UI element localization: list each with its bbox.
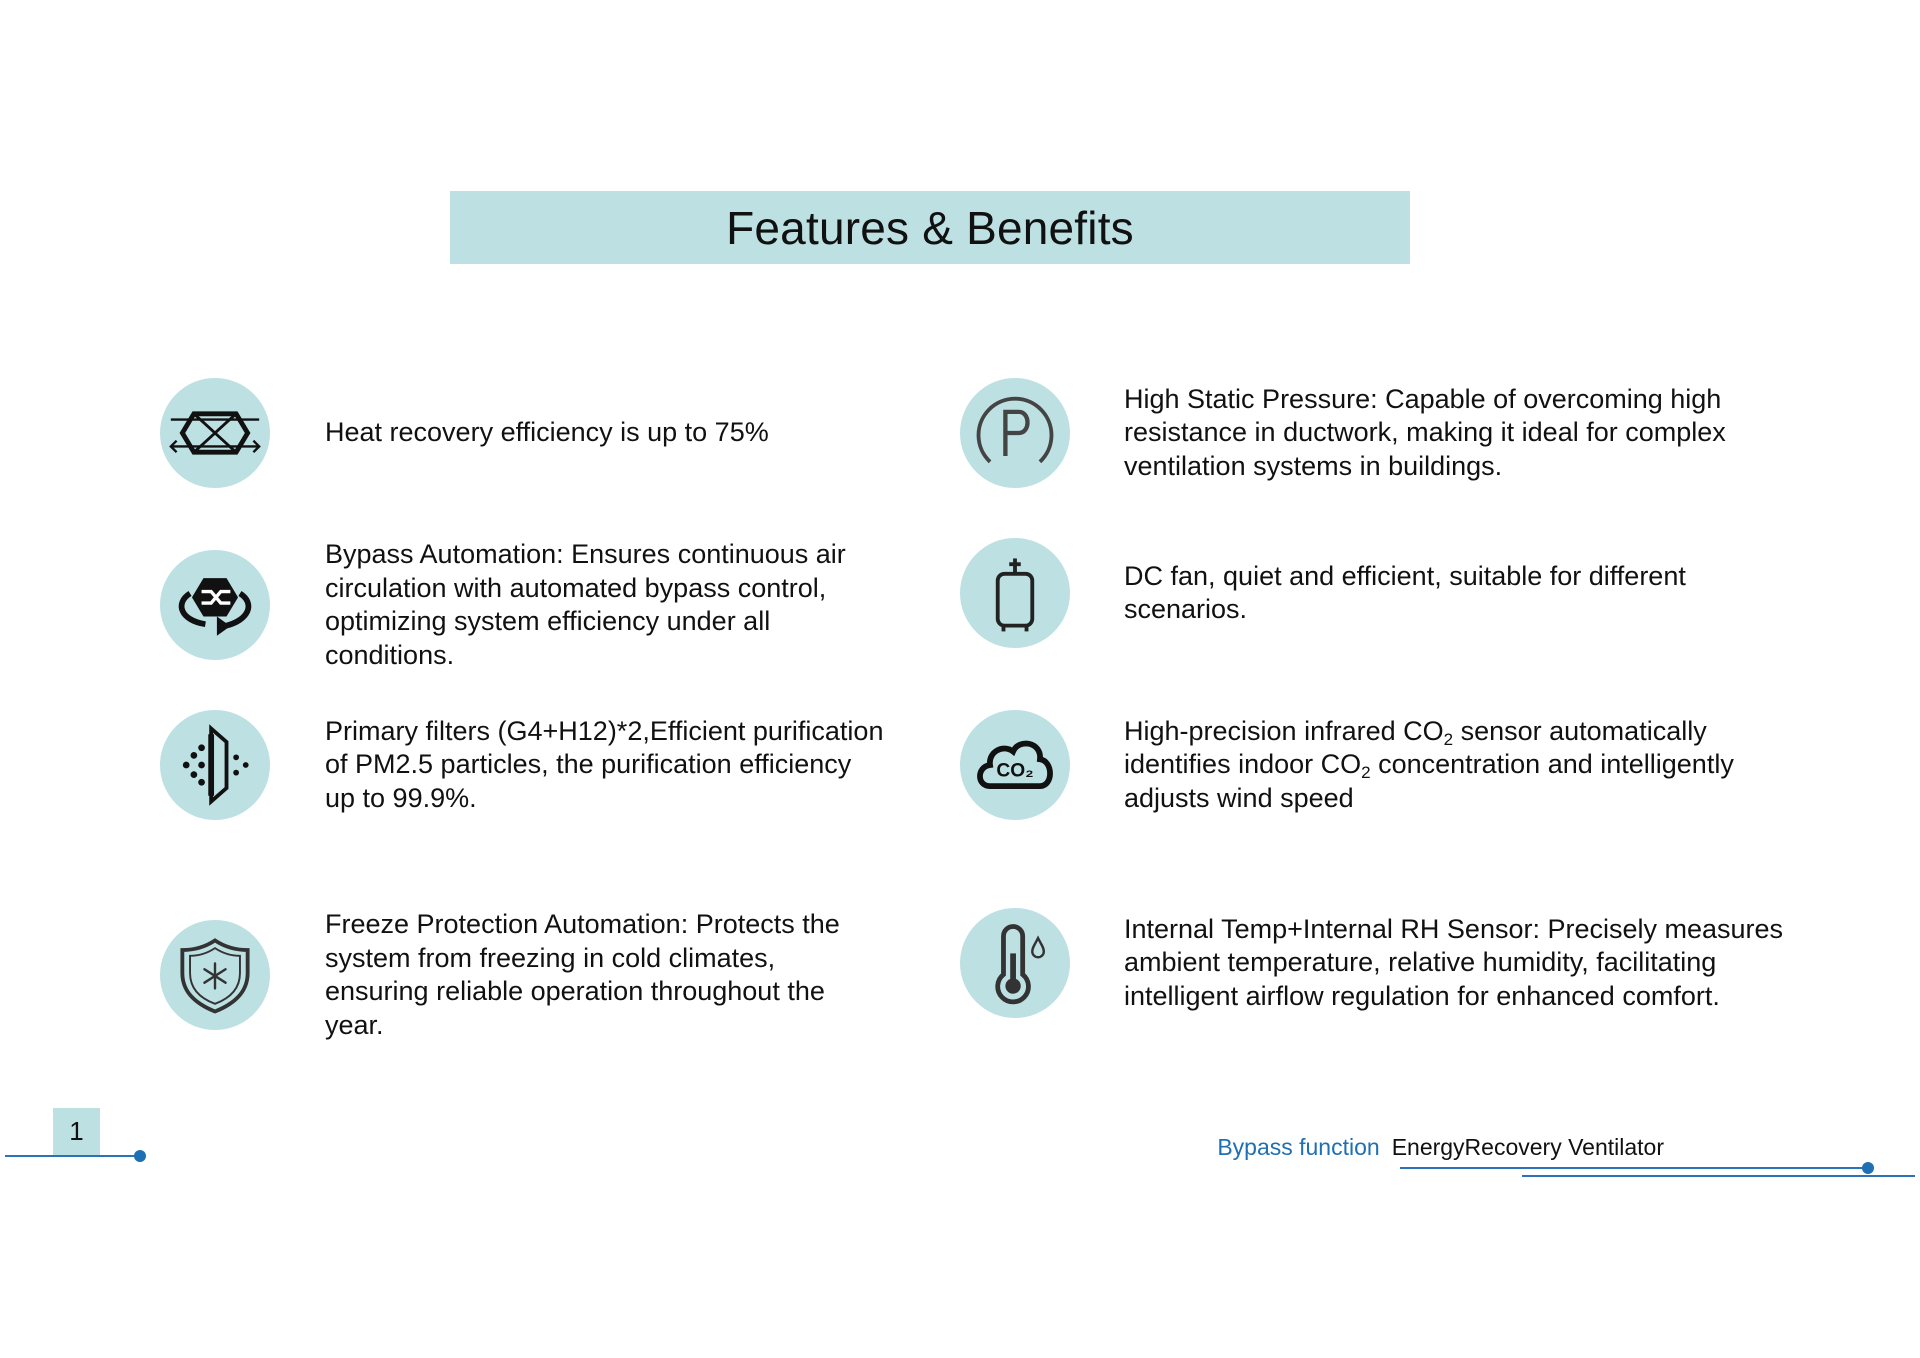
footer-right-line-1 <box>1400 1167 1865 1169</box>
feature-text: Freeze Protection Automation: Protects the system from freezing in cold climates, ensuring reliable operation throughout the year. <box>325 909 840 1040</box>
footer-label <box>1217 1134 1664 1161</box>
feature-temp-rh-sensor <box>960 908 1814 1018</box>
heat-exchanger-icon <box>160 378 270 488</box>
co2-cloud-icon <box>960 710 1070 820</box>
feature-text: High-precision infrared $CO_2$ sensor automatically identifies indoor $CO_2$ concentration and intelligently adjusts wind speed <box>1124 715 1734 813</box>
svg-text:CO₂: CO₂ <box>996 760 1034 782</box>
footer-right-line-2 <box>1522 1175 1915 1177</box>
dc-fan-icon <box>960 538 1070 648</box>
feature-text: DC fan, quiet and efficient, suitable for different scenarios. <box>1124 560 1686 624</box>
page-number: 1 <box>53 1108 100 1155</box>
feature-bypass <box>160 538 885 672</box>
feature-heat-recovery <box>160 378 885 488</box>
footer-product: EnergyRecovery Ventilator <box>1391 1134 1664 1160</box>
filter-icon <box>160 710 270 820</box>
footer-section: Bypass function <box>1217 1134 1380 1160</box>
thermometer-icon <box>960 908 1070 1018</box>
title-banner <box>450 191 1410 264</box>
feature-text: Bypass Automation: Ensures continuous air circulation with automated bypass control, optimizing system efficiency under all conditions. <box>325 539 846 670</box>
feature-text: Heat recovery efficiency is up to 75% <box>325 417 769 448</box>
footer-right-dot <box>1862 1162 1874 1174</box>
feature-static-pressure <box>960 378 1814 488</box>
footer-left-line <box>5 1155 140 1157</box>
feature-text: High Static Pressure: Capable of overcoming high resistance in ductwork, making it ideal for complex ventilation systems in buildings. <box>1124 383 1726 481</box>
feature-text: Primary filters (G4+H12)*2,Efficient purification of PM2.5 particles, the purification efficiency up to 99.9%. <box>325 715 884 813</box>
feature-filters <box>160 710 885 820</box>
feature-text: Internal Temp+Internal RH Sensor: Precisely measures ambient temperature, relative humidity, facilitating intelligent airflow regulation for enhanced comfort. <box>1124 913 1784 1011</box>
feature-freeze-protection <box>160 908 885 1042</box>
feature-dc-fan <box>960 538 1814 648</box>
page-title: Features & Benefits <box>726 201 1134 254</box>
freeze-shield-icon <box>160 920 270 1030</box>
feature-co2-sensor <box>960 710 1814 820</box>
pressure-p-icon <box>960 378 1070 488</box>
footer-left-dot <box>134 1150 146 1162</box>
bypass-icon <box>160 550 270 660</box>
